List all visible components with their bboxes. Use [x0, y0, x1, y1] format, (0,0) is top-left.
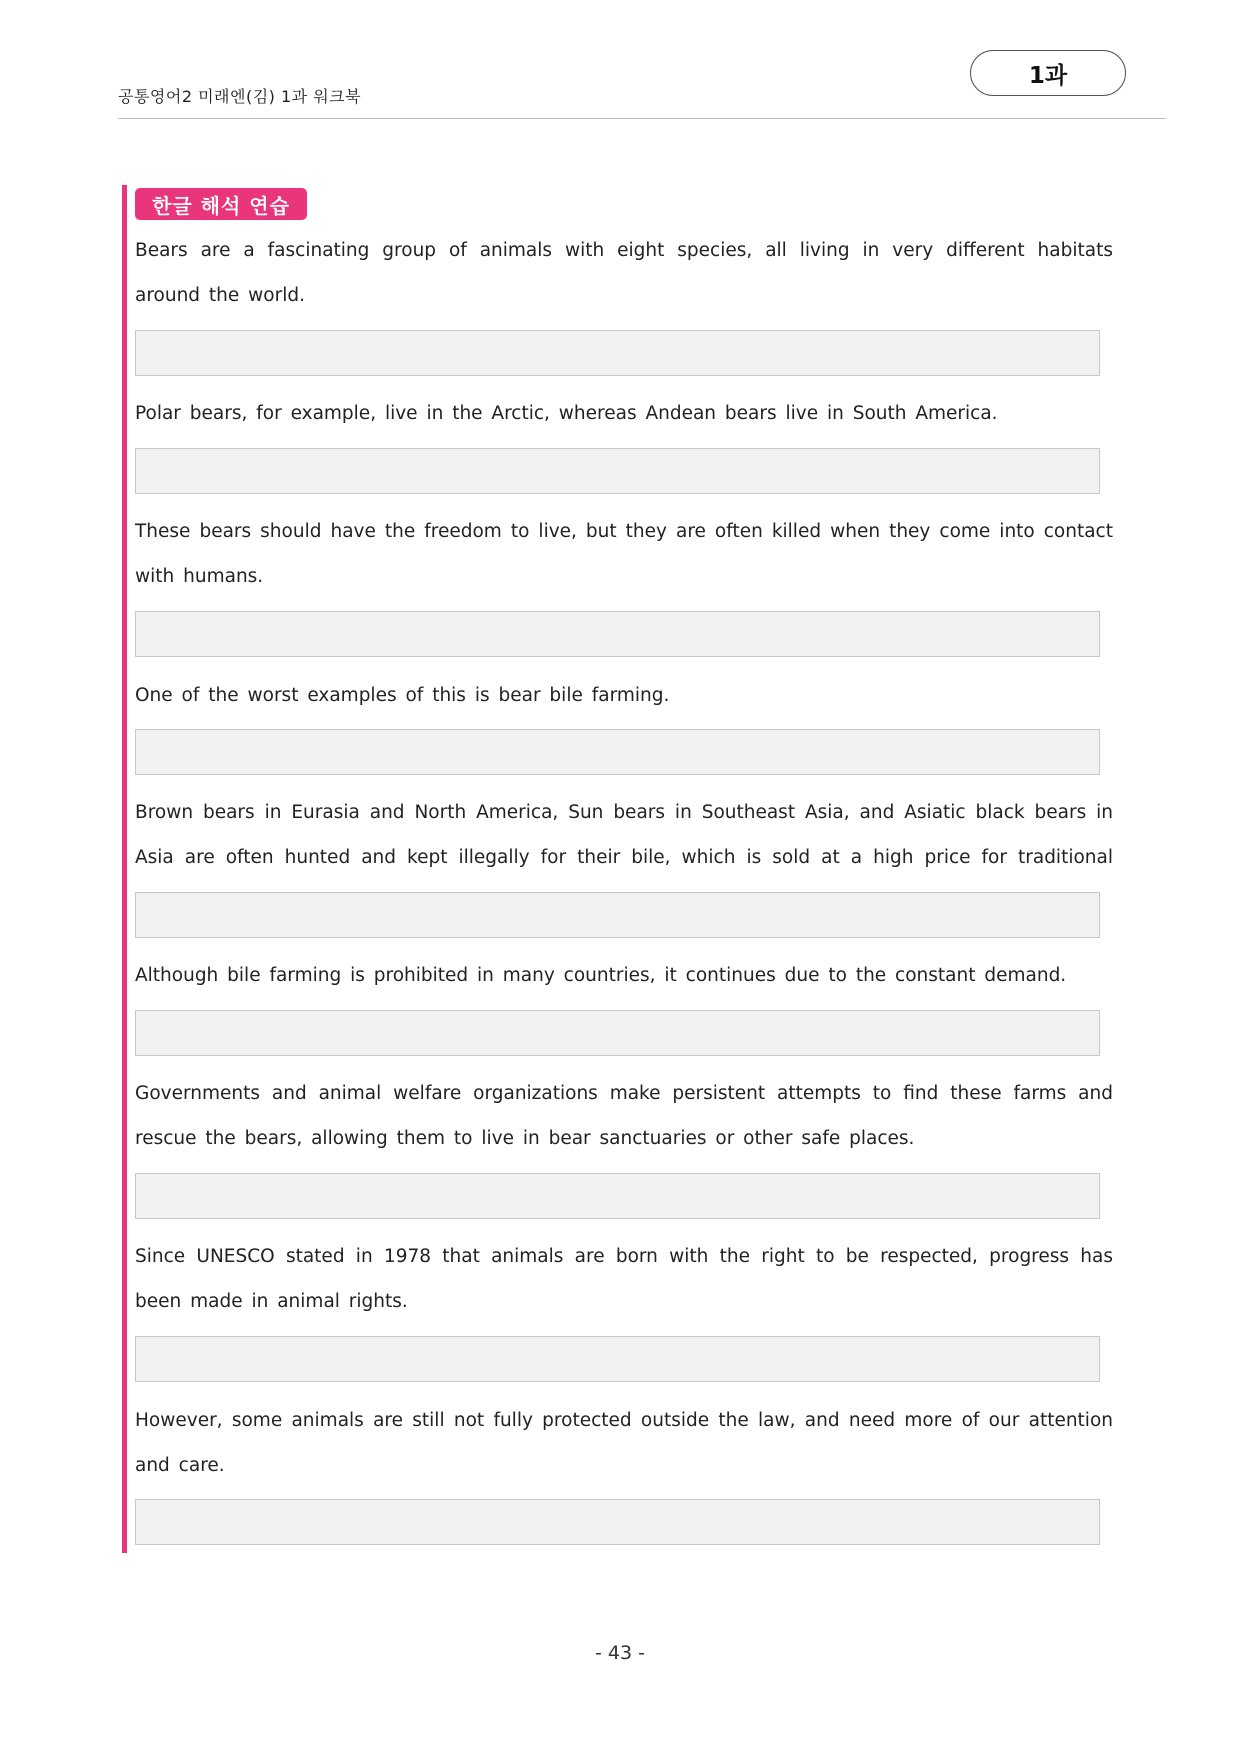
answer-box-6[interactable]	[135, 1010, 1100, 1056]
sentence-6: Although bile farming is prohibited in many countries, it continues due to the constant demand.	[135, 965, 1067, 986]
sentence-3: These bears should have the freedom to live, but they are often killed when they come into contact with humans.	[135, 521, 1113, 587]
answer-box-5[interactable]	[135, 892, 1100, 938]
page-number: - 43 -	[595, 1642, 645, 1664]
lesson-badge: 1과	[970, 50, 1126, 96]
sentence-9: However, some animals are still not fully protected outside the law, and need more of our attention and care.	[135, 1410, 1113, 1476]
answer-box-4[interactable]	[135, 729, 1100, 775]
sentence-1: Bears are a fascinating group of animals with eight species, all living in very different habitats around the world.	[135, 240, 1113, 306]
header-title: 공통영어2 미래엔(김) 1과 워크북	[118, 87, 362, 106]
sentence-5: Brown bears in Eurasia and North America, Sun bears in Southeast Asia, and Asiatic black bears in Asia are often hunted and kept illegally for their bile, which is sold at a high price for traditional	[135, 802, 1113, 868]
answer-box-9[interactable]	[135, 1499, 1100, 1545]
answer-box-3[interactable]	[135, 611, 1100, 657]
sentence-7: Governments and animal welfare organizations make persistent attempts to find these farms and rescue the bears, allowing them to live in bear sanctuaries or other safe places.	[135, 1083, 1113, 1149]
answer-box-8[interactable]	[135, 1336, 1100, 1382]
sentence-2: Polar bears, for example, live in the Arctic, whereas Andean bears live in South America.	[135, 403, 998, 424]
sentence-4: One of the worst examples of this is bear bile farming.	[135, 685, 670, 706]
header-divider	[118, 118, 1166, 119]
section-tag: 한글 해석 연습	[135, 188, 307, 220]
sentence-8: Since UNESCO stated in 1978 that animals are born with the right to be respected, progress has been made in animal rights.	[135, 1246, 1113, 1312]
answer-box-2[interactable]	[135, 448, 1100, 494]
answer-box-7[interactable]	[135, 1173, 1100, 1219]
section-accent-bar	[122, 185, 127, 1553]
answer-box-1[interactable]	[135, 330, 1100, 376]
